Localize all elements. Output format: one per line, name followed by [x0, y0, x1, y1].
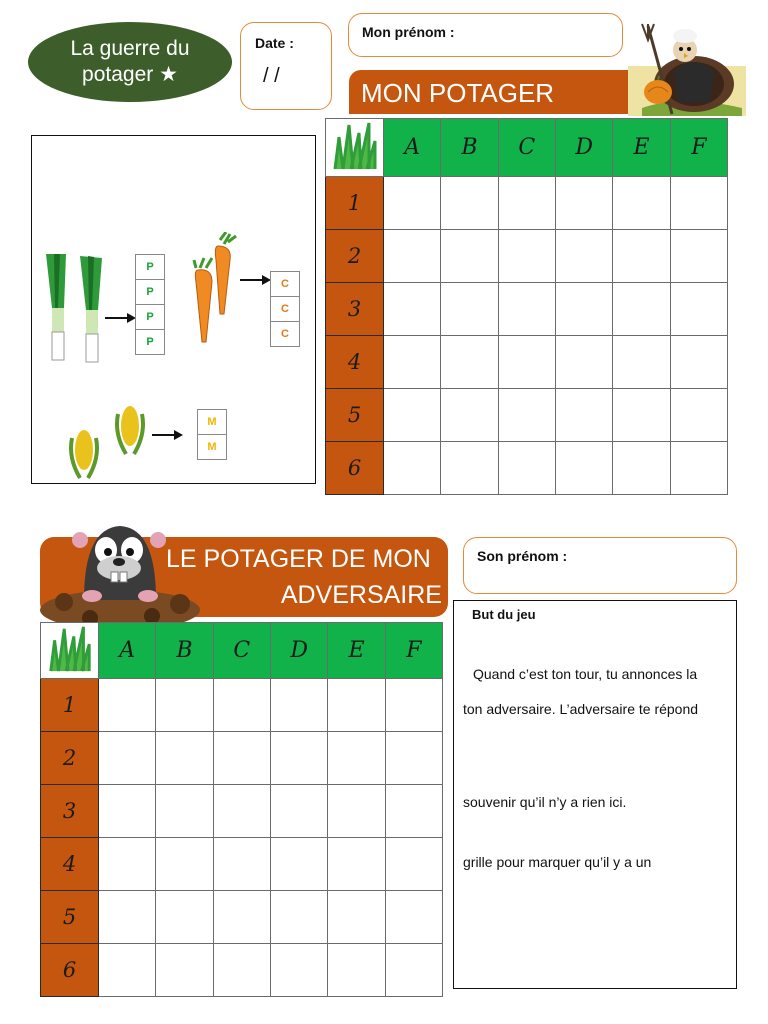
grid-cell[interactable] [441, 442, 498, 495]
column-header: A [384, 119, 441, 177]
carrot-icon [190, 232, 242, 346]
grid-cell[interactable] [156, 944, 213, 997]
grid-cell[interactable] [670, 230, 727, 283]
grid-cell[interactable] [498, 283, 555, 336]
rules-box [453, 600, 737, 989]
leek-letter: P [136, 305, 165, 330]
grid-cell[interactable] [385, 838, 442, 891]
grid-cell[interactable] [670, 442, 727, 495]
grid-cell[interactable] [441, 177, 498, 230]
grid-cell[interactable] [613, 283, 670, 336]
opponent-name-box[interactable] [463, 537, 737, 594]
grid-cell[interactable] [498, 336, 555, 389]
game-title-badge [28, 22, 232, 102]
opponent-name-label: Son prénom : [477, 548, 568, 564]
leek-letter: P [136, 330, 165, 355]
grid-cell[interactable] [99, 944, 156, 997]
carrot-letter: C [271, 297, 300, 322]
date-value: / / [263, 65, 280, 87]
leek-icon [40, 248, 108, 364]
grid-cell[interactable] [270, 944, 327, 997]
column-header: E [613, 119, 670, 177]
grid-cell[interactable] [99, 785, 156, 838]
grid-cell[interactable] [555, 177, 612, 230]
column-header: B [441, 119, 498, 177]
game-title-line2: potager ★ [82, 63, 178, 86]
arrow-icon [152, 429, 184, 441]
grid-cell[interactable] [328, 838, 385, 891]
grid-cell[interactable] [385, 679, 442, 732]
row-header: 3 [326, 283, 384, 336]
grid-cell[interactable] [441, 389, 498, 442]
grid-cell[interactable] [670, 177, 727, 230]
my-name-label: Mon prénom : [362, 24, 455, 40]
grid-cell[interactable] [328, 891, 385, 944]
grid-cell[interactable] [555, 283, 612, 336]
rules-line: grille pour marquer qu’il y a un [463, 854, 652, 870]
grid-cell[interactable] [328, 944, 385, 997]
grid-cell[interactable] [555, 389, 612, 442]
grid-cell[interactable] [384, 336, 441, 389]
grid-cell[interactable] [613, 230, 670, 283]
grid-cell[interactable] [99, 891, 156, 944]
grid-cell[interactable] [555, 230, 612, 283]
grass-corner [326, 119, 384, 177]
grid-cell[interactable] [670, 389, 727, 442]
opponent-title-line1: LE POTAGER DE MON [166, 545, 431, 573]
grid-cell[interactable] [384, 230, 441, 283]
grass-icon [44, 623, 96, 673]
grid-cell[interactable] [385, 785, 442, 838]
column-header: E [328, 623, 385, 679]
mole-illustration [40, 518, 202, 630]
grid-cell[interactable] [384, 442, 441, 495]
corn-letter: M [198, 410, 227, 435]
row-header: 3 [41, 785, 99, 838]
row-header: 1 [326, 177, 384, 230]
grid-cell[interactable] [384, 177, 441, 230]
column-header: F [670, 119, 727, 177]
leek-letter-column [135, 254, 165, 355]
grid-cell[interactable] [213, 944, 270, 997]
grid-cell[interactable] [270, 838, 327, 891]
grid-cell[interactable] [498, 389, 555, 442]
grid-cell[interactable] [99, 838, 156, 891]
grid-cell[interactable] [441, 230, 498, 283]
carrot-letter: C [271, 272, 300, 297]
grid-cell[interactable] [498, 442, 555, 495]
grass-icon [329, 119, 381, 171]
grid-cell[interactable] [384, 389, 441, 442]
row-header: 5 [41, 891, 99, 944]
corn-letter: M [198, 435, 227, 460]
column-header: B [156, 623, 213, 679]
grid-cell[interactable] [270, 785, 327, 838]
grid-cell[interactable] [156, 785, 213, 838]
grid-cell[interactable] [385, 732, 442, 785]
game-title-line1: La guerre du [70, 37, 190, 60]
leek-letter: P [136, 280, 165, 305]
row-header: 4 [326, 336, 384, 389]
grid-cell[interactable] [498, 230, 555, 283]
grid-cell[interactable] [498, 177, 555, 230]
grid-cell[interactable] [213, 891, 270, 944]
rules-line: Quand c’est ton tour, tu annonces la [473, 666, 698, 682]
row-header: 5 [326, 389, 384, 442]
grass-corner [41, 623, 99, 679]
my-garden-banner [349, 70, 639, 114]
date-box[interactable] [240, 22, 332, 110]
column-header: C [498, 119, 555, 177]
grid-cell[interactable] [385, 891, 442, 944]
grid-cell[interactable] [213, 838, 270, 891]
carrot-letter: C [271, 322, 300, 347]
grid-cell[interactable] [670, 283, 727, 336]
grid-cell[interactable] [613, 177, 670, 230]
turkey-farmer-illustration [622, 22, 748, 118]
grid-cell[interactable] [328, 732, 385, 785]
date-label: Date : [255, 35, 294, 51]
my-name-box[interactable] [348, 13, 623, 57]
grid-cell[interactable] [555, 442, 612, 495]
column-header: C [213, 623, 270, 679]
my-garden-title: MON POTAGER [361, 78, 555, 108]
opponent-garden-grid [40, 622, 443, 997]
grid-cell[interactable] [555, 336, 612, 389]
grid-cell[interactable] [270, 891, 327, 944]
corn-icon [64, 398, 150, 482]
my-garden-grid [325, 118, 728, 495]
grid-cell[interactable] [99, 679, 156, 732]
grid-cell[interactable] [213, 732, 270, 785]
grid-cell[interactable] [384, 283, 441, 336]
column-header: A [99, 623, 156, 679]
row-header: 2 [326, 230, 384, 283]
column-header: F [385, 623, 442, 679]
row-header: 6 [41, 944, 99, 997]
rules-line: ton adversaire. L’adversaire te répond [463, 701, 699, 717]
grid-cell[interactable] [613, 442, 670, 495]
grid-cell[interactable] [213, 679, 270, 732]
leek-letter: P [136, 255, 165, 280]
arrow-icon [105, 312, 137, 324]
rules-title: But du jeu [472, 607, 536, 622]
column-header: D [270, 623, 327, 679]
grid-cell[interactable] [213, 785, 270, 838]
row-header: 1 [41, 679, 99, 732]
arrow-icon [240, 274, 272, 286]
row-header: 4 [41, 838, 99, 891]
grid-cell[interactable] [328, 785, 385, 838]
grid-cell[interactable] [270, 679, 327, 732]
row-header: 6 [326, 442, 384, 495]
grid-cell[interactable] [328, 679, 385, 732]
opponent-title-line2: ADVERSAIRE [280, 581, 442, 609]
grid-cell[interactable] [613, 336, 670, 389]
column-header: D [555, 119, 612, 177]
row-header: 2 [41, 732, 99, 785]
carrot-letter-column [270, 271, 300, 347]
grid-cell[interactable] [385, 944, 442, 997]
grid-cell[interactable] [441, 336, 498, 389]
grid-cell[interactable] [156, 891, 213, 944]
grid-cell[interactable] [670, 336, 727, 389]
grid-cell[interactable] [99, 732, 156, 785]
grid-cell[interactable] [156, 732, 213, 785]
vegetable-legend [31, 135, 316, 484]
grid-cell[interactable] [270, 732, 327, 785]
rules-line: souvenir qu’il n’y a rien ici. [463, 794, 627, 810]
corn-letter-column [197, 409, 227, 460]
grid-cell[interactable] [441, 283, 498, 336]
grid-cell[interactable] [156, 838, 213, 891]
grid-cell[interactable] [156, 679, 213, 732]
grid-cell[interactable] [613, 389, 670, 442]
